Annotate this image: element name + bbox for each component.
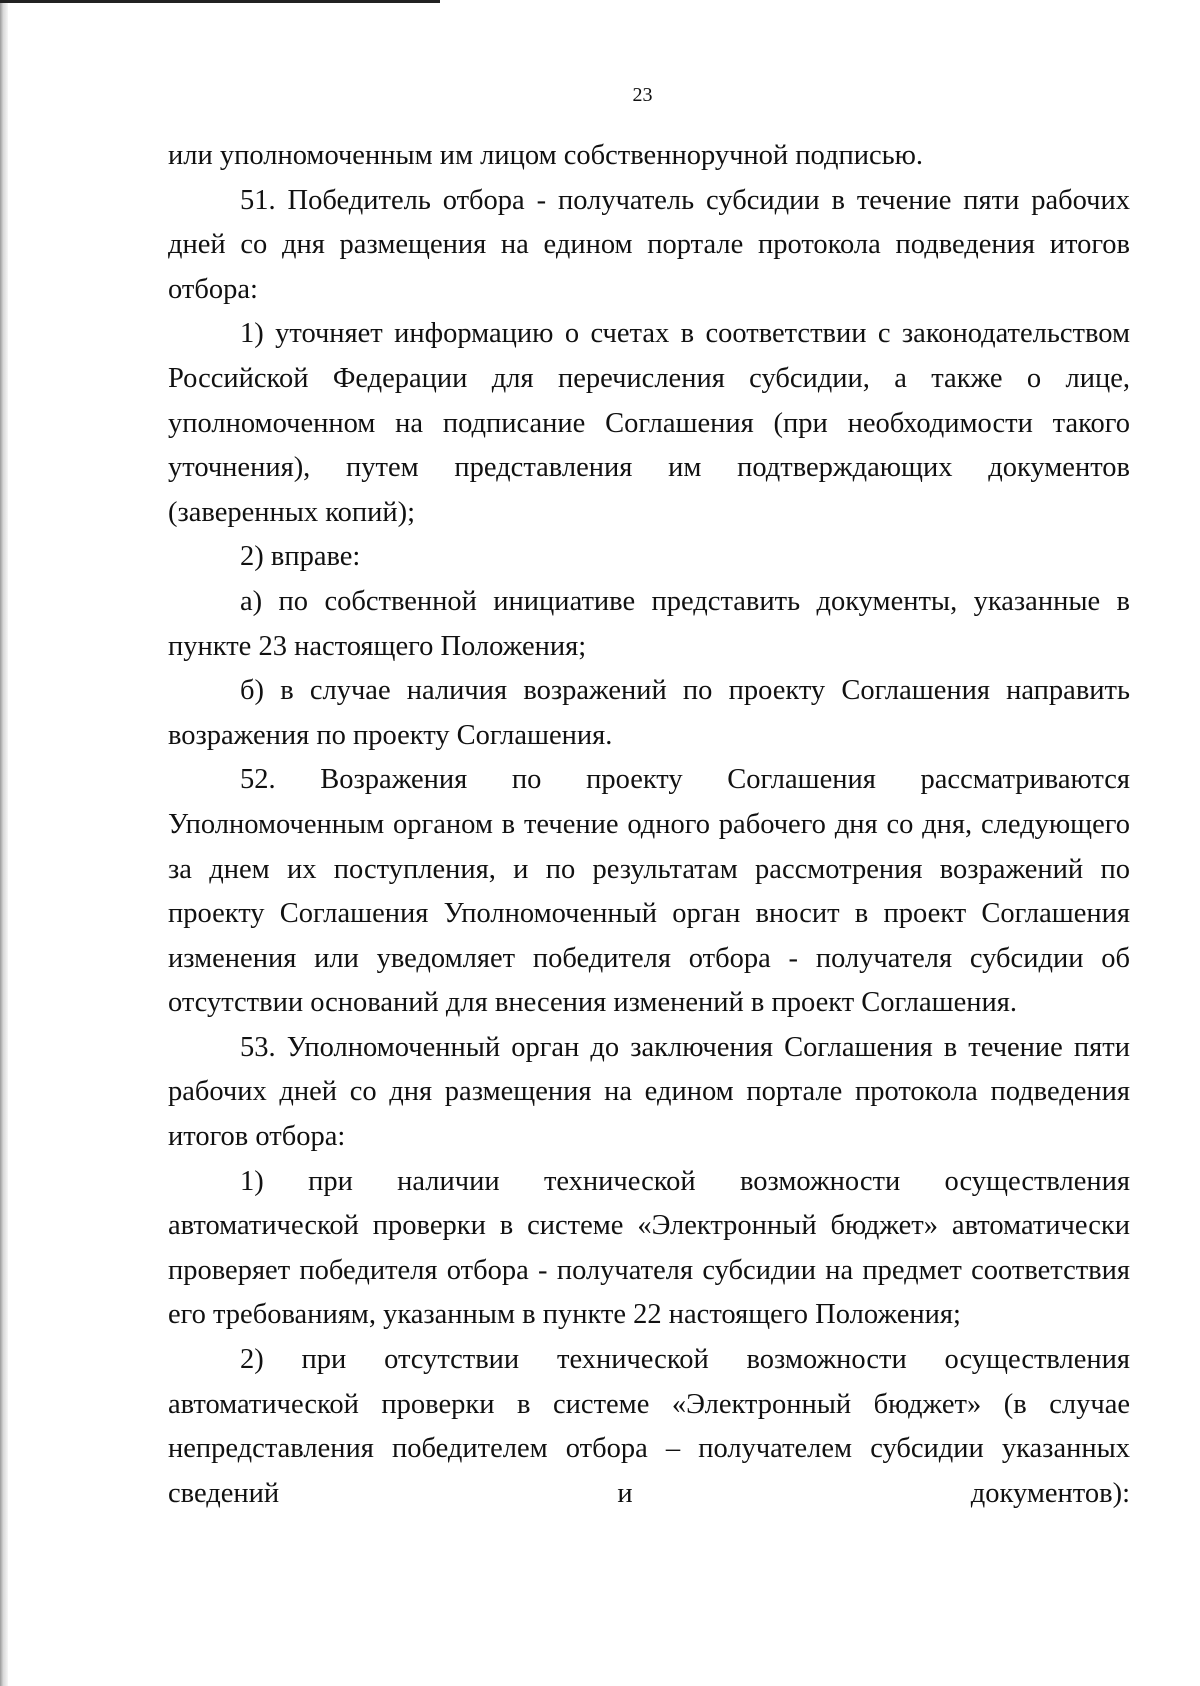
paragraph-51-item-2: 2) вправе:	[240, 541, 361, 573]
paragraph-53-item-1: 1) при наличии технической возможности осуществления автоматической проверки в системе «Электронный бюджет» автоматически проверяет победителя отбора - получателя субсидии на предмет соответствия его требованиям, указанным в пункте 22 настоящего Положения;	[168, 1165, 1130, 1331]
paragraph: или уполномоченным им лицом собственноручной подписью.	[168, 140, 924, 171]
paragraph-51: 51. Победитель отбора - получатель субсидии в течение пяти рабочих дней со дня размещения на едином портале протокола подведения итогов отбора:	[168, 184, 1130, 305]
paragraph-53-item-2: 2) при отсутствии технической возможности осуществления автоматической проверки в системе «Электронный бюджет» (в случае непредставления победителем отбора – получателем субсидии указанных сведений и документов):	[168, 1344, 1130, 1509]
top-rule	[0, 0, 440, 3]
paragraph-52: 52. Возражения по проекту Соглашения рассматриваются Уполномоченным органом в течение одного рабочего дня со дня, следующего за днем их поступления, и по результатам рассмотрения возражений по проекту Соглашения Уполномоченный орган вносит в проект Соглашения изменения или уведомляет победителя отбора - получателя субсидии об отсутствии оснований для внесения изменений в проект Соглашения.	[168, 764, 1130, 1019]
paragraph-51-item-1: 1) уточняет информацию о счетах в соответствии с законодательством Российской Федерации для перечисления субсидии, а также о лице, уполномоченном на подписание Соглашения (при необходимости такого уточнения), путем представления им подтверждающих документов (заверенных копий);	[168, 318, 1130, 528]
paragraph-51-item-2b: б) в случае наличия возражений по проекту Соглашения направить возражения по проекту Соглашения.	[168, 675, 1130, 751]
page-number: 23	[632, 84, 653, 106]
document-body	[168, 134, 1130, 1516]
scan-edge	[0, 0, 8, 1686]
paragraph-53: 53. Уполномоченный орган до заключения Соглашения в течение пяти рабочих дней со дня размещения на едином портале протокола подведения итогов отбора:	[168, 1031, 1130, 1153]
paragraph-51-item-2a: а) по собственной инициативе представить документы, указанные в пункте 23 настоящего Положения;	[168, 585, 1130, 662]
